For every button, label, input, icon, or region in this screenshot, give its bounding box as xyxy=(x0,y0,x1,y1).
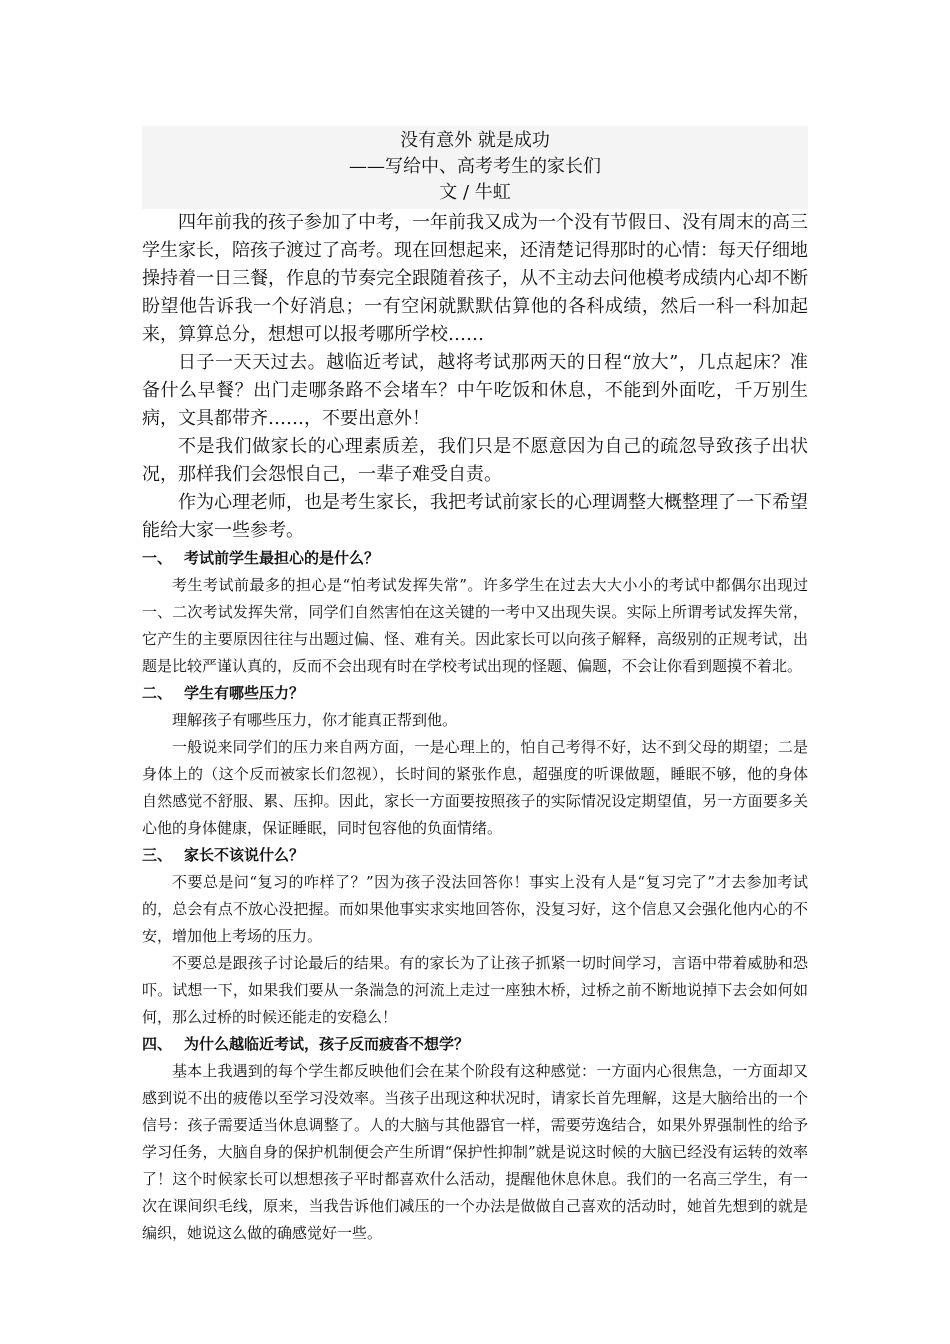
section-number: 二、 xyxy=(142,684,173,702)
intro-paragraph: 不是我们做家长的心理素质差，我们只是不愿意因为自己的疏忽导致孩子出状况，那样我们会怨恨自己，一辈子难受自责。 xyxy=(142,436,808,485)
section-paragraph: 不要总是跟孩子讨论最后的结果。有的家长为了让孩子抓紧一切时间学习，言语中带着威胁和恐吓。试想一下，如果我们要从一条湍急的河流上走过一座独木桥，过桥之前不断地说掉下去会如何如何，那么过桥的时候还能走的安稳么！ xyxy=(142,954,808,1026)
section-number: 三、 xyxy=(142,846,173,864)
title-block xyxy=(142,126,808,209)
article-author: 文 / 牛虹 xyxy=(439,182,511,203)
section-paragraph: 不要总是问“复习的咋样了？”因为孩子没法回答你！事实上没有人是“复习完了”才去参加考试的，总会有点不放心没把握。而如果他事实求实地回答你，没复习好，这个信息又会强化他内心的不安，增加他上考场的压力。 xyxy=(142,873,808,945)
body-sections xyxy=(142,545,808,1247)
section-paragraph: 基本上我遇到的每个学生都反映他们会在某个阶段有这种感觉：一方面内心很焦急，一方面却又感到说不出的疲倦以至学习没效率。当孩子出现这种状况时，请家长首先理解，这是大脑给出的一个信号：孩子需要适当休息调整了。人的大脑与其他器官一样，需要劳逸结合，如果外界强制性的给予学习任务，大脑自身的保护机制便会产生所谓“保护性抑制”就是说这时候的大脑已经没有运转的效率了！这个时候家长可以想想孩子平时都喜欢什么活动，提醒他休息休息。我们的一名高三学生，有一次在课间织毛线，原来，当我告诉他们减压的一个办法是做做自己喜欢的活动时，她首先想到的就是编织，她说这么做的确感觉好一些。 xyxy=(142,1062,808,1242)
section-heading xyxy=(142,680,808,707)
section-heading-text: 学生有哪些压力？ xyxy=(184,684,305,702)
section-number: 一、 xyxy=(142,549,173,567)
section-heading-text: 考试前学生最担心的是什么？ xyxy=(184,549,380,567)
intro-paragraph: 日子一天天过去。越临近考试，越将考试那两天的日程“放大”，几点起床？准备什么早餐？出门走哪条路不会堵车？中午吃饭和休息，不能到外面吃，千万别生病，文具都带齐……，不要出意外！ xyxy=(142,352,808,429)
section-paragraph: 理解孩子有哪些压力，你才能真正帮到他。 xyxy=(172,711,458,729)
section-heading xyxy=(142,842,808,869)
section-heading-text: 家长不该说什么？ xyxy=(184,846,305,864)
section-heading-text: 为什么越临近考试，孩子反而疲沓不想学？ xyxy=(184,1035,470,1053)
section-paragraph: 考生考试前最多的担心是“怕考试发挥失常”。许多学生在过去大大小小的考试中都偶尔出现过一、二次考试发挥失常，同学们自然害怕在这关键的一考中又出现失误。实际上所谓考试发挥失常，它产生的主要原因往往与出题过偏、怪、难有关。因此家长可以向孩子解释，高级别的正规考试，出题是比较严谨认真的，反而不会出现有时在学校考试出现的怪题、偏题，不会让你看到题摸不着北。 xyxy=(142,576,808,675)
section-number: 四、 xyxy=(142,1035,173,1053)
section-paragraph: 一般说来同学们的压力来自两方面，一是心理上的，怕自己考得不好，达不到父母的期望；二是身体上的（这个反而被家长们忽视），长时间的紧张作息，超强度的听课做题，睡眠不够，他的身体自然感觉不舒服、累、压抑。因此，家长一方面要按照孩子的实际情况设定期望值，另一方面要多关心他的身体健康，保证睡眠，同时包容他的负面情绪。 xyxy=(142,738,808,837)
section-heading xyxy=(142,1031,808,1058)
intro-section xyxy=(142,209,808,545)
intro-paragraph: 四年前我的孩子参加了中考，一年前我又成为一个没有节假日、没有周末的高三学生家长，陪孩子渡过了高考。现在回想起来，还清楚记得那时的心情：每天仔细地操持着一日三餐，作息的节奏完全跟随着孩子，从不主动去问他模考成绩内心却不断盼望他告诉我一个好消息；一有空闲就默默估算他的各科成绩，然后一科一科加起来，算算总分，想想可以报考哪所学校…… xyxy=(142,212,808,345)
section-heading xyxy=(142,545,808,572)
intro-paragraph: 作为心理老师，也是考生家长，我把考试前家长的心理调整大概整理了一下希望能给大家一些参考。 xyxy=(142,492,808,541)
article-title: 没有意外 就是成功 xyxy=(400,130,550,151)
article-subtitle: ——写给中、高考考生的家长们 xyxy=(349,156,601,177)
